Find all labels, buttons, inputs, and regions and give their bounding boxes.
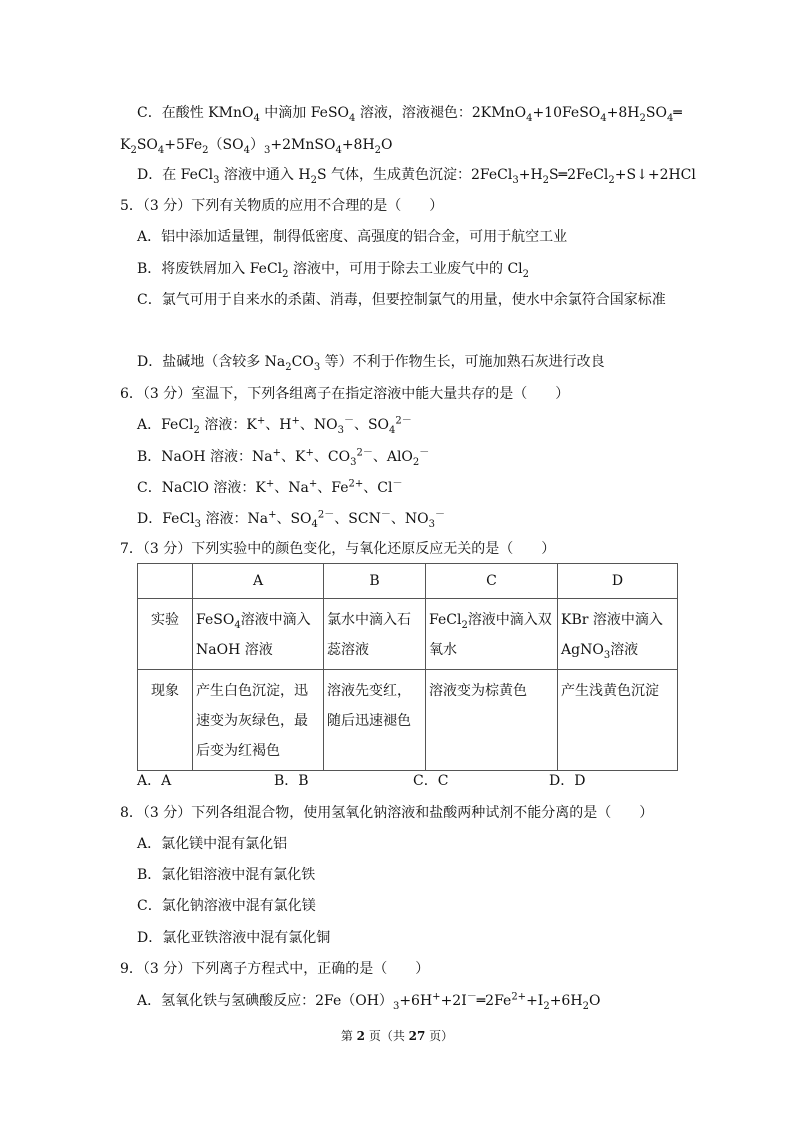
row-label-phenomenon: 现象 [138, 670, 193, 771]
q7-stem: 7．（3 分）下列实验中的颜色变化，与氧化还原反应无关的是（ ） [120, 541, 556, 557]
q5-option-b: B．将废铁屑加入 FeCl$_2$ 溶液中，可用于除去工业废气中的 $Cl_2$ [137, 261, 530, 280]
table-row-phenomenon [138, 670, 678, 771]
header-cell-b: B [324, 564, 426, 599]
table-row-experiment [138, 599, 678, 670]
q4-option-c-line1: C．在酸性 KMnO$_4$ 中滴加 FeSO$_4$ 溶液，溶液褪色：$2KMnO_4+10FeSO_4+8H_2SO_4═$ [137, 105, 682, 124]
q9-stem: 9．（3 分）下列离子方程式中，正确的是（ ） [120, 961, 430, 977]
header-cell-c: C [426, 564, 558, 599]
header-cell-d: D [558, 564, 678, 599]
q8-option-a: A．氯化镁中混有氯化铝 [137, 836, 288, 852]
experiment-b: 氯水中滴入石蕊溶液 [324, 599, 426, 670]
q6-option-d: D．FeCl$_3$ 溶液：Na+、$SO_4^{2-}$、SCN－、$NO_3^-$ [137, 509, 445, 530]
q7-option-b: B．B [274, 773, 309, 789]
experiment-a: FeSO$_4$溶液中滴入 NaOH 溶液 [193, 599, 324, 670]
q8-option-b: B．氯化铝溶液中混有氯化铁 [137, 867, 316, 883]
q8-stem: 8．（3 分）下列各组混合物，使用氢氧化钠溶液和盐酸两种试剂不能分离的是（ ） [120, 805, 654, 821]
q5-option-c: C．氯气可用于自来水的杀菌、消毒，但要控制氯气的用量，使水中余氯符合国家标准 [137, 292, 666, 308]
phenomenon-b: 溶液先变红，随后迅速褪色 [324, 670, 426, 771]
q9-option-a: A．氢氧化铁与氢碘酸反应：$2Fe(OH)_3+6H^++2I^-═2Fe^{2+}+I_2+6H_2O$ [137, 991, 601, 1012]
q6-stem: 6．（3 分）室温下，下列各组离子在指定溶液中能大量共存的是（ ） [120, 386, 570, 402]
q5-stem: 5．（3 分）下列有关物质的应用不合理的是（ ） [120, 198, 444, 214]
phenomenon-d: 产生浅黄色沉淀 [558, 670, 678, 771]
q4-option-d: D．在 FeCl$_3$ 溶液中通入 $H_2S$ 气体，生成黄色沉淀：$2FeCl_3+H_2S═2FeCl_2+S↓+2HCl$ [137, 167, 696, 186]
q8-option-c: C．氯化钠溶液中混有氯化镁 [137, 898, 316, 914]
q8-option-d: D．氯化亚铁溶液中混有氯化铜 [137, 930, 331, 946]
q7-option-d: D．D [549, 773, 586, 789]
q4-option-c-line2: $K_2SO_4+5Fe_2(SO_4)_3+2MnSO_4+8H_2O$ [120, 137, 393, 156]
q7-experiment-table [137, 563, 678, 771]
experiment-d: KBr 溶液中滴入 AgNO$_3$溶液 [558, 599, 678, 670]
phenomenon-c: 溶液变为棕黄色 [426, 670, 558, 771]
q5-option-a: A．铝中添加适量锂，制得低密度、高强度的铝合金，可用于航空工业 [137, 229, 568, 245]
header-cell-empty [138, 564, 193, 599]
header-cell-a: A [193, 564, 324, 599]
q6-option-c: C．NaClO 溶液：K+、Na+、$Fe^{2+}$、Cl－ [137, 478, 403, 496]
page-footer: 第 2 页（共 27 页） [340, 1029, 454, 1043]
total-page-count: 27 [408, 1029, 426, 1043]
q7-option-c: C．C [413, 773, 449, 789]
experiment-c: FeCl$_2$溶液中滴入双氧水 [426, 599, 558, 670]
q6-option-b: B．NaOH 溶液：Na+、K+、$CO_3^{2-}$、AlO$_2$－ [137, 447, 430, 468]
row-label-experiment: 实验 [138, 599, 193, 670]
q7-option-a: A．A [137, 773, 172, 789]
table-header-row [138, 564, 678, 599]
current-page-number: 2 [356, 1029, 365, 1043]
phenomenon-a: 产生白色沉淀，迅速变为灰绿色，最后变为红褐色 [193, 670, 324, 771]
q5-option-d: D．盐碱地（含较多 $Na_2CO_3$ 等）不利于作物生长，可施加熟石灰进行改良 [137, 354, 605, 373]
q6-option-a: A．FeCl$_2$ 溶液：K+、H+、$NO_3^-$、$SO_4^{2-}$ [137, 415, 412, 436]
